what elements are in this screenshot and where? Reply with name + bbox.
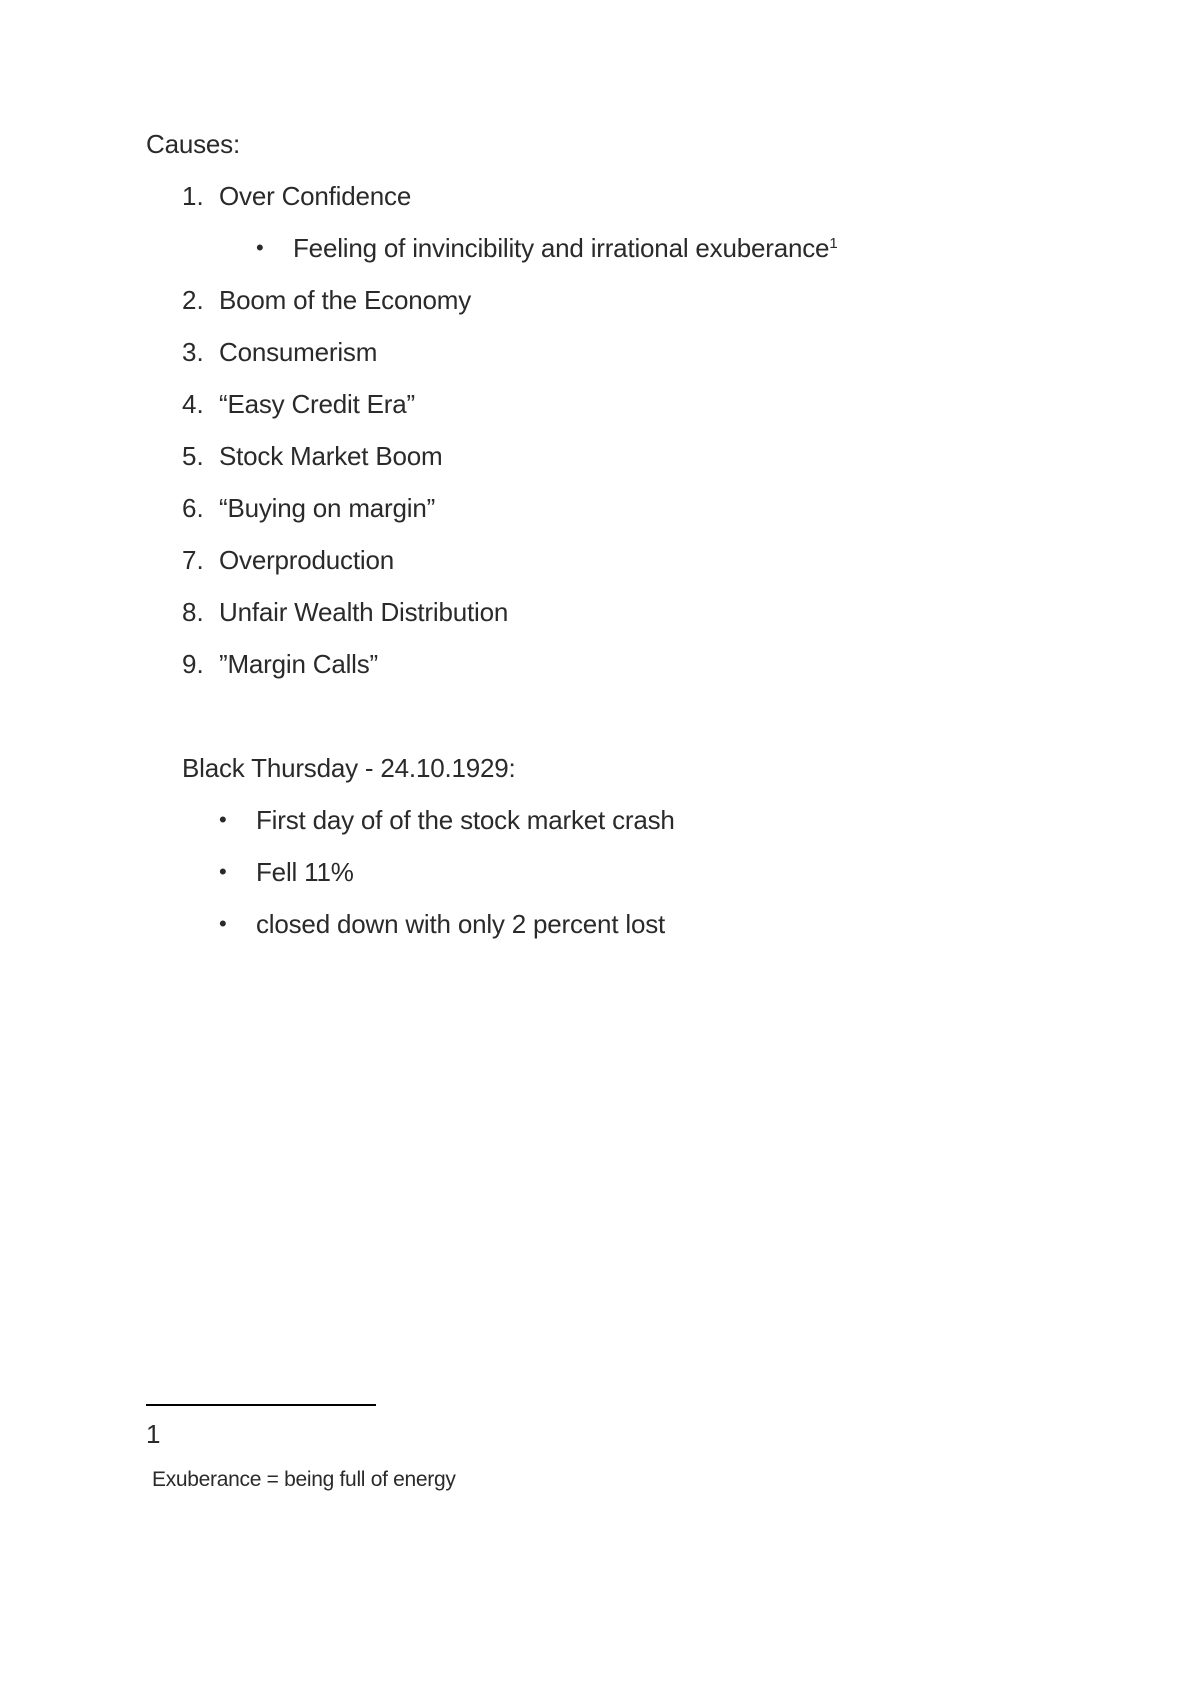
list-item-number: 8. (182, 597, 204, 627)
bullet-icon: • (219, 859, 227, 884)
list-item: closed down with only 2 percent lost (256, 909, 666, 939)
list-item-number: 2. (182, 285, 204, 315)
list-item: Over Confidence (219, 181, 412, 211)
list-item: Stock Market Boom (219, 441, 443, 471)
list-item-number: 6. (182, 493, 204, 523)
bullet-icon: • (256, 235, 264, 260)
list-item: “Buying on margin” (219, 493, 436, 523)
list-item: First day of of the stock market crash (256, 805, 675, 835)
footnote-text: Exuberance = being full of energy (152, 1468, 456, 1491)
list-item: Unfair Wealth Distribution (219, 597, 509, 627)
sub-list-item-text: Feeling of invincibility and irrational exuberance (293, 233, 830, 263)
causes-heading: Causes: (146, 129, 240, 159)
list-item-number: 4. (182, 389, 204, 419)
bullet-icon: • (219, 807, 227, 832)
list-item-number: 3. (182, 337, 204, 367)
list-item: ”Margin Calls” (219, 649, 379, 679)
list-item: Boom of the Economy (219, 285, 471, 315)
sub-list-item (293, 232, 837, 264)
list-item-number: 7. (182, 545, 204, 575)
footnote-number: 1 (146, 1419, 161, 1449)
list-item-number: 1. (182, 181, 204, 211)
bullet-icon: • (219, 911, 227, 936)
footnote-reference: 1 (829, 235, 838, 252)
list-item: Overproduction (219, 545, 394, 575)
list-item: “Easy Credit Era” (219, 389, 415, 419)
list-item-number: 5. (182, 441, 204, 471)
list-item: Consumerism (219, 337, 378, 367)
black-thursday-heading: Black Thursday - 24.10.1929: (182, 753, 516, 783)
list-item: Fell 11% (256, 857, 354, 887)
list-item-number: 9. (182, 649, 204, 679)
footnote-separator (146, 1404, 376, 1406)
